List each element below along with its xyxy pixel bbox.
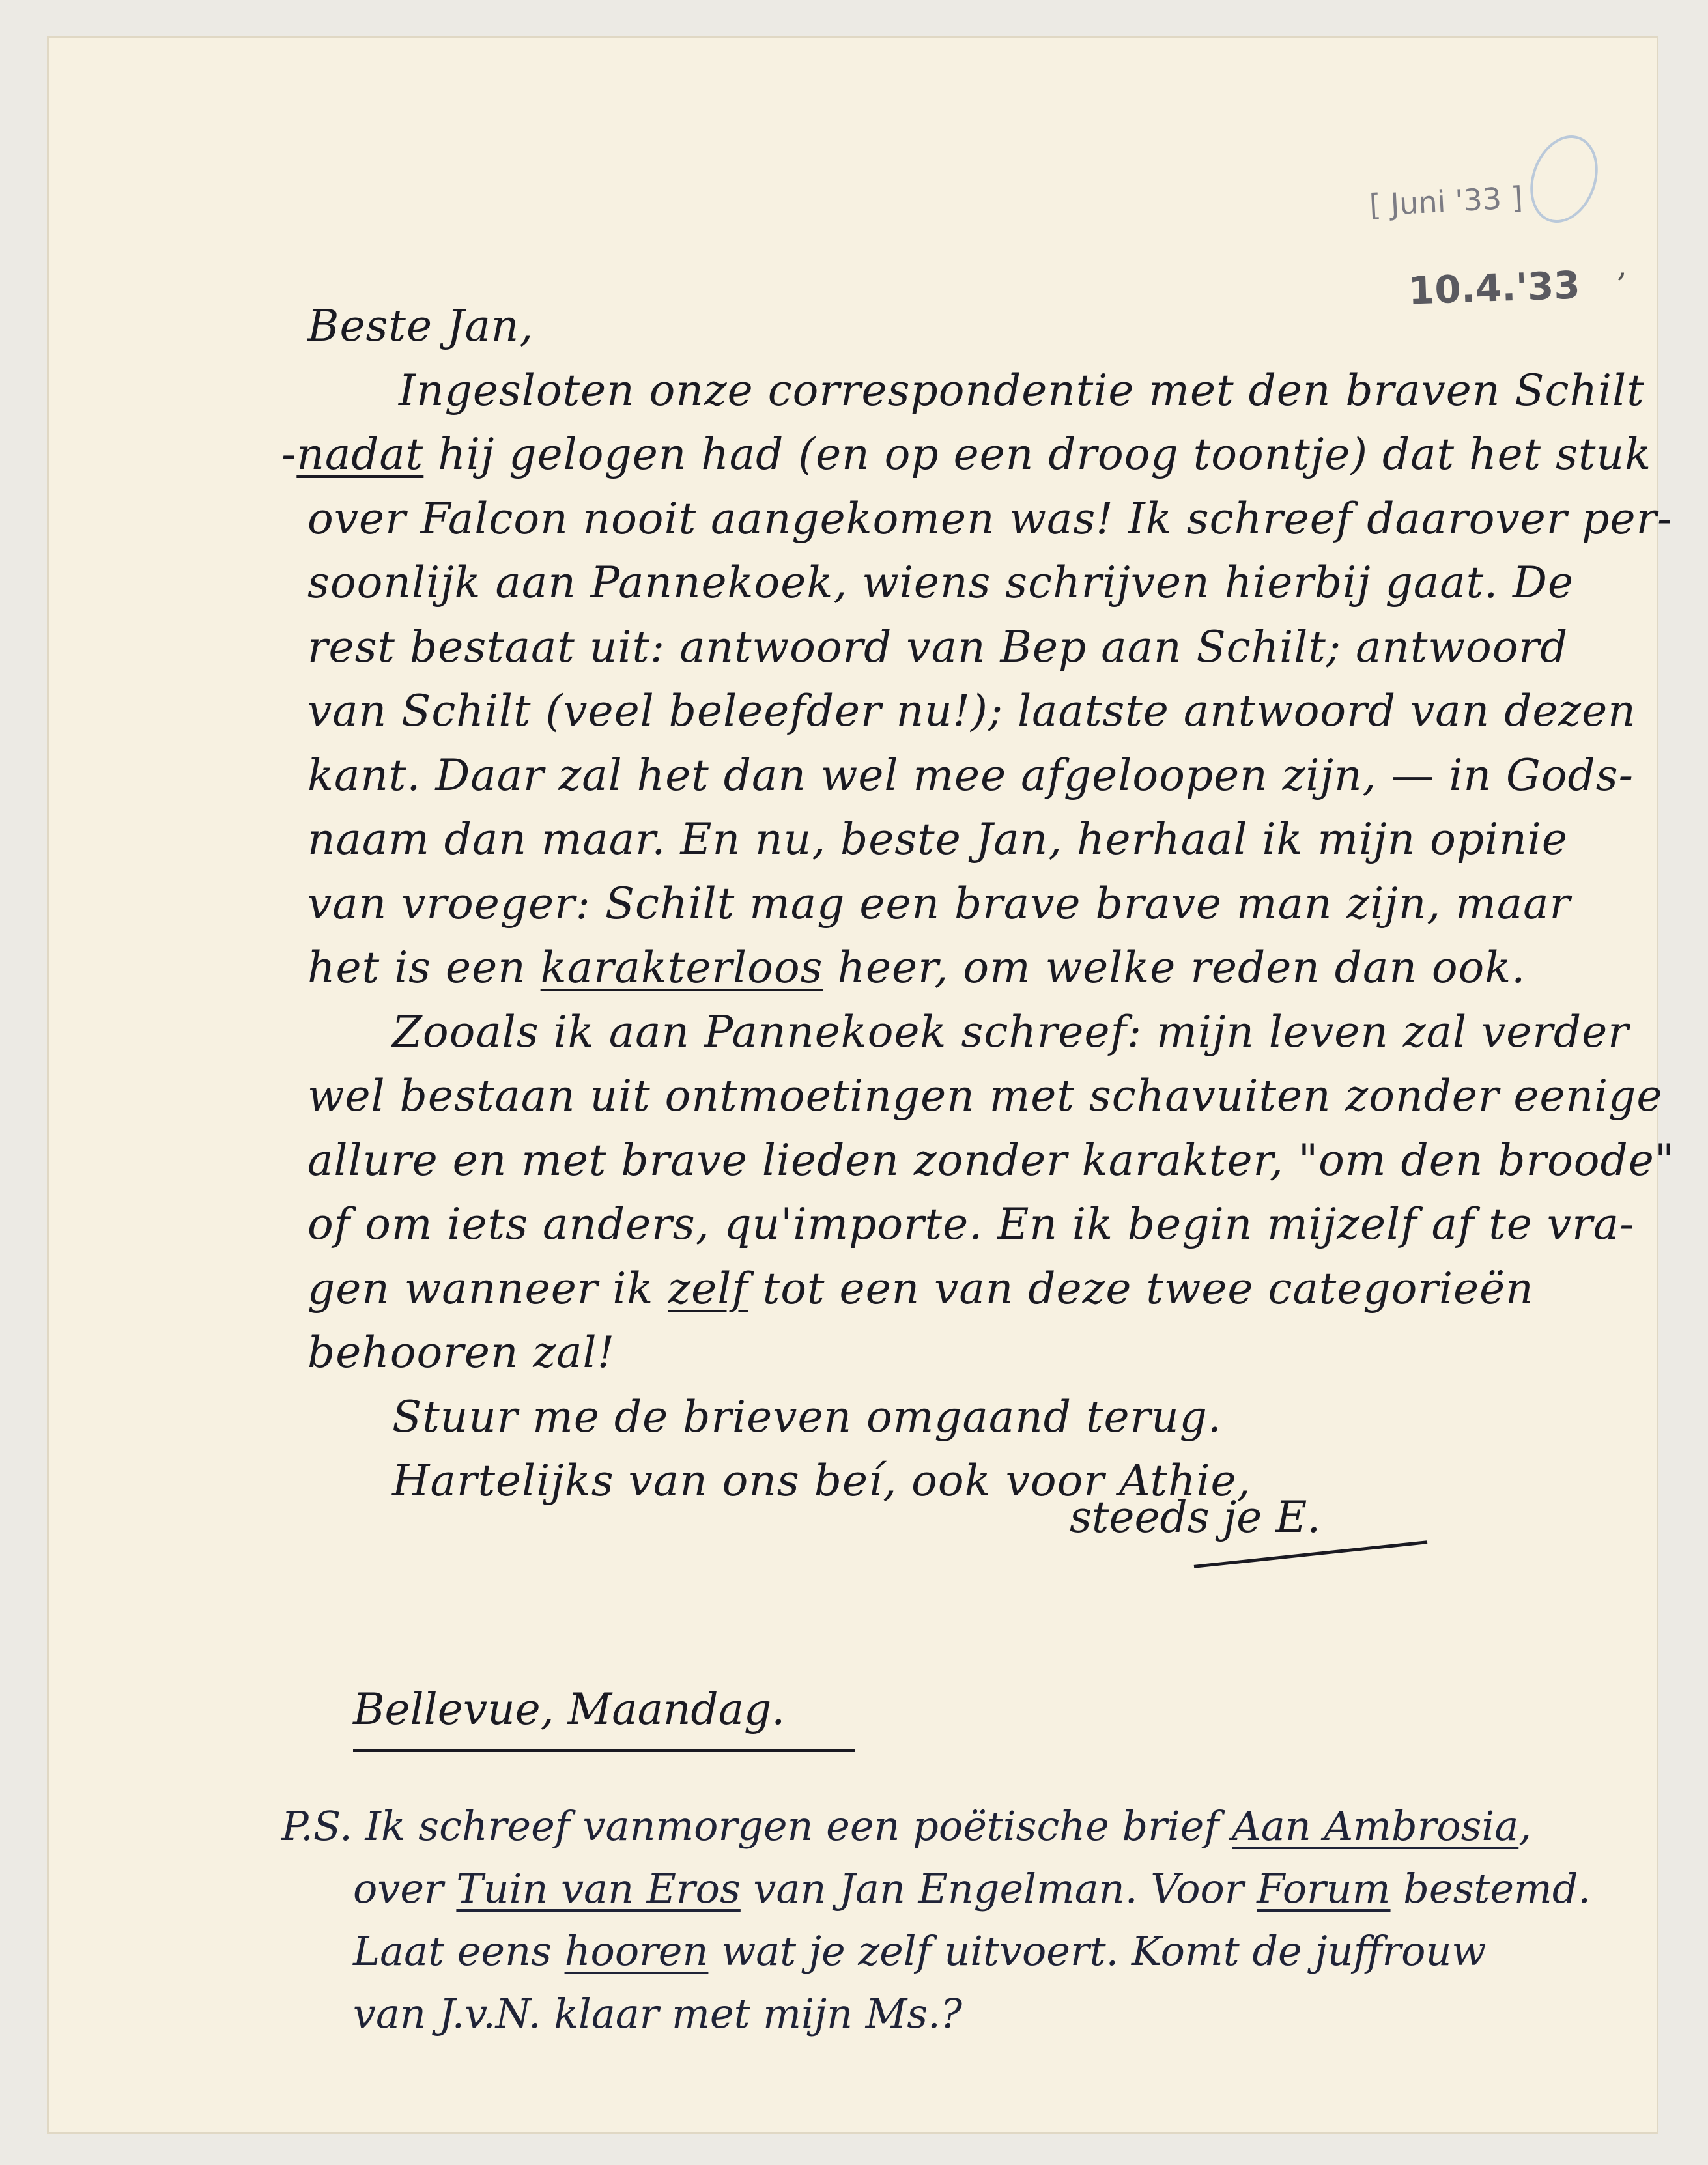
ps-line: van J.v.N. klaar met mijn Ms.? [353,1990,962,2037]
letter-line: soonlijk aan Pannekoek, wiens schrijven hierbij gaat. De [307,558,1574,608]
letter-line-text: gen wanneer ik [307,1263,668,1314]
letter-line-text: tot een van deze twee categorieën [762,1263,1534,1314]
letter-line: rest bestaat uit: antwoord van Bep aan Schilt; antwoord [307,621,1569,672]
letter-line-text: om welke reden dan ook. [963,942,1526,993]
archive-stamp [1518,126,1609,232]
underlined-word: nadat [296,429,424,479]
place-and-day: Bellevue, Maandag. [353,1684,786,1734]
underlined-title: Aan Ambrosia [1232,1802,1519,1850]
letter-line: wel bestaan uit ontmoetingen met schavuiten zonder eenige [307,1071,1663,1121]
letter-line: Stuur me de brieven omgaand terug. [392,1391,1222,1442]
salutation: Beste Jan, [307,301,534,351]
letter-line: behooren zal! [307,1327,616,1378]
letter-line: naam dan maar. En nu, beste Jan, herhaal ik mijn opinie [307,814,1568,864]
ps-line [281,1858,1662,1920]
ps-line [281,1795,1662,1858]
letter-line [307,1257,1662,1322]
ps-line [281,1920,1662,1983]
ps-text: wat je zelf uitvoert. Komt de juffrouw [708,1927,1487,1975]
letter-line: of om iets anders, qu'importe. En ik begin mijzelf af te vra- [307,1199,1635,1249]
signature-flourish [1194,1540,1428,1568]
underlined-title: Tuin van Eros [456,1865,741,1912]
letter-line-text: het is een [307,942,541,993]
ps-text: bestemd. [1390,1865,1591,1912]
postscript [281,1795,1662,2045]
letter-line-text: hij gelogen had (en op een droog toontje) dat het stuk [438,429,1652,479]
letter-line-text: heer, [823,942,963,993]
letter-line: van vroeger: Schilt mag een brave brave man zijn, maar [307,878,1571,929]
letter-body [281,294,1675,1514]
underlined-title: Forum [1257,1865,1391,1912]
letter-line: van Schilt (veel beleefder nu!); laatste antwoord van dezen [307,686,1636,736]
letter-line: kant. Daar zal het dan wel mee afgeloopen zijn, — in Gods- [307,750,1634,800]
pencil-mark: , [1617,246,1627,284]
dash: - [281,429,297,479]
pencil-date-note: [ Juni '33 ] [1368,179,1524,223]
ps-text: over [353,1865,457,1912]
ps-text: Laat eens [353,1927,565,1975]
letter-line: allure en met brave lieden zonder karakter, "om den broode" [307,1135,1675,1185]
underlined-word: zelf [668,1263,748,1314]
place-underline [353,1749,855,1752]
underlined-word: karakterloos [540,942,823,993]
ps-text: van Jan Engelman. Voor [740,1865,1257,1912]
pencil-date: 10.4.'33 [1407,262,1581,313]
letter-line: Hartelijks van ons beí, ook voor Athie, [392,1456,1251,1506]
letter-sheet [47,36,1675,2134]
signature: steeds je E. [1070,1492,1321,1542]
underlined-word: hooren [564,1927,709,1975]
letter-line [281,423,1662,487]
letter-line: Ingesloten onze correspondentie met den braven Schilt [399,365,1645,416]
letter-line [307,936,1662,1000]
letter-line: Zooals ik aan Pannekoek schreef: mijn leven zal verder [392,1006,1629,1057]
ps-text: , [1518,1802,1531,1850]
letter-line: over Falcon nooit aangekomen was! Ik schreef daarover per- [307,493,1673,544]
ps-text: P.S. Ik schreef vanmorgen een poëtische brief [281,1802,1232,1850]
